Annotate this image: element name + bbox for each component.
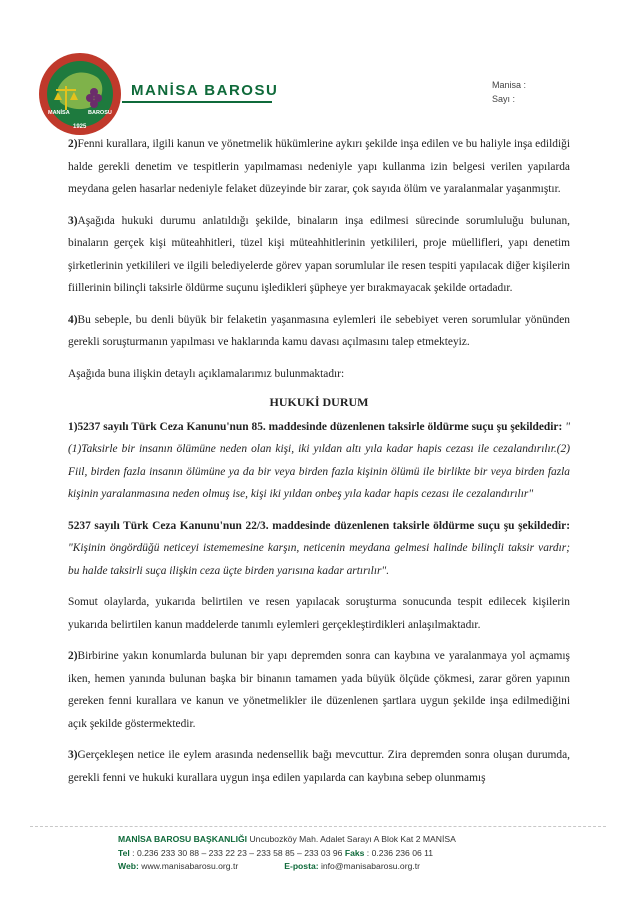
reference-block [492, 78, 526, 106]
ref-city-label: Manisa : [492, 80, 527, 90]
footer-email-label: E-posta: [284, 861, 319, 871]
footer-web-label: Web: [118, 861, 139, 871]
footer-web-link[interactable]: www.manisabarosu.org.tr [138, 861, 239, 871]
footer-tel: : 0.236 233 30 88 – 233 22 23 – 233 58 85 – 233 03 96 [129, 847, 345, 858]
footer-org: MANİSA BAROSU BAŞKANLIĞI [118, 834, 248, 844]
law-article-22 [68, 515, 570, 583]
ref-number-label: Sayı : [492, 94, 516, 104]
law-quote: "Kişinin öngördüğü neticeyi istememesine karşın, neticenin meydana gelmesi halinde bilinçli taksir vardır; bu halde taksirli suça ilişkin ceza üçte birden yarısına kadar artırılır". [68, 542, 570, 577]
paragraph-number: 2) [68, 138, 78, 150]
footer-divider [30, 826, 606, 827]
footer-fax-label: Faks [344, 847, 365, 858]
paragraph [68, 309, 570, 354]
paragraph [68, 645, 570, 735]
paragraph: Aşağıda buna ilişkin detaylı açıklamalarımız bulunmaktadır: [68, 367, 345, 380]
footer-web-row [118, 860, 456, 874]
letter-body [68, 133, 570, 789]
paragraph: Somut olaylarda, yukarıda belirtilen ve resen yapılacak soruşturma sonucunda tespit edilecek kişilerin yukarıda belirtilen kanun maddelerde tanımlı eylemleri gerçekleştirdikleri anlaşılmaktadır. [68, 596, 570, 631]
section-heading: HUKUKİ DURUM [269, 395, 369, 409]
law-title: 1)5237 sayılı Türk Ceza Kanunu'nun 85. maddesinde düzenlenen taksirle öldürme suçu şu şekildedir: [68, 420, 563, 433]
manisa-barosu-logo [38, 52, 122, 136]
paragraph-number: 3) [68, 214, 78, 227]
paragraph-text: Bu sebeple, bu denli büyük bir felaketin yaşanmasına eylemleri ile sebebiyet veren sorumlular yönünden gerekli soruşturmanın yapılması ve haklarında kamu davası açılmasını talep etmekteyiz. [68, 313, 570, 348]
footer-address-row [118, 833, 456, 847]
letter-footer [118, 833, 456, 874]
law-title: 5237 sayılı Türk Ceza Kanunu'nun 22/3. maddesinde düzenlenen taksirle öldürme suçu şu şekildedir: [68, 519, 570, 532]
paragraph-text: Aşağıda hukuki durumu anlatıldığı şekilde, binaların inşa edilmesi sürecinde sorumluluğu bulunan, binaların gerçek kişi müteahhitleri, tüzel kişi müteahhitlerinin yetkilileri, proje müellifleri, yapı denetim şirketlerinin yetkilileri ve ilgili belediyelerde görev yapan sorumlular ile resen tespiti yapılacak diğer kişilerin fiillerinin bilinçli taksirle öldürme suçunu işledikleri şüpheye yer bırakmayacak şekilde ortadadır. [68, 214, 570, 294]
paragraph-number: 2) [68, 650, 78, 662]
paragraph [68, 210, 570, 300]
logo-text-left: MANİSA [48, 110, 70, 116]
footer-email-link[interactable]: info@manisabarosu.org.tr [318, 861, 420, 871]
logo-year: 1925 [73, 124, 87, 130]
law-article-85 [68, 416, 570, 506]
paragraph-text: Gerçekleşen netice ile eylem arasında nedensellik bağı mevcuttur. Zira depremden sonra oluşan durumda, gerekli fenni ve hukuki kurallara uygun inşa edilen yapılarda can kaybına sebep olunmamış [68, 749, 570, 784]
paragraph-number: 4) [68, 313, 78, 326]
footer-phone-row [118, 847, 456, 861]
footer-tel-label: Tel [118, 847, 130, 858]
footer-address: Uncubozköy Mah. Adalet Sarayı A Blok Kat 2 MANİSA [247, 834, 456, 844]
brand-underline [122, 101, 272, 103]
footer-fax: : 0.236 236 06 11 [364, 847, 434, 858]
paragraph-number: 3) [68, 749, 78, 761]
paragraph-text: Birbirine yakın konumlarda bulunan bir yapı depremden sonra can kaybına ve yaralanmaya yol açmamış iken, hemen yanında bulunan başka bir binanın tamamen yada büyük ölçüde çökmesi, zarar gören yapının gereken fenni kurallara ve kanun ve yönetmelikler ile düzenlenen şartlara uygun şekilde inşa edilmediğini açık şekilde göstermektedir. [68, 650, 570, 730]
paragraph [68, 133, 570, 201]
paragraph-text: Fenni kurallara, ilgili kanun ve yönetmelik hükümlerine aykırı şekilde inşa edilen ve bu haliyle inşa edildiği halde gerekli denetim ve tespitlerin yapılmaması nedeniyle yapı kullanma izin belgesi verilen yapılarda meydana gelen hasarlar nedeniyle felaket düzeyinde bir zarar, çok sayıda ölüm ve yaralanmalar yaşanmıştır. [68, 138, 570, 195]
logo-text-right: BAROSU [88, 110, 112, 116]
paragraph [68, 744, 570, 789]
law-quote: "(1)Taksirle bir insanın ölümüne neden olan kişi, iki yıldan altı yıla kadar hapis cezası ile cezalandırılır.(2) Fiil, birden fazla insanın ölümüne ya da bir veya birden fazla kişinin ölümü ile birlikte bir veya birden fazla kişinin yaralanmasına neden olmuş ise, kişi iki yıldan onbeş yıla kadar hapis cezası ile cezalandırılır" [68, 420, 570, 500]
brand-title: MANİSA BAROSU [131, 82, 279, 99]
